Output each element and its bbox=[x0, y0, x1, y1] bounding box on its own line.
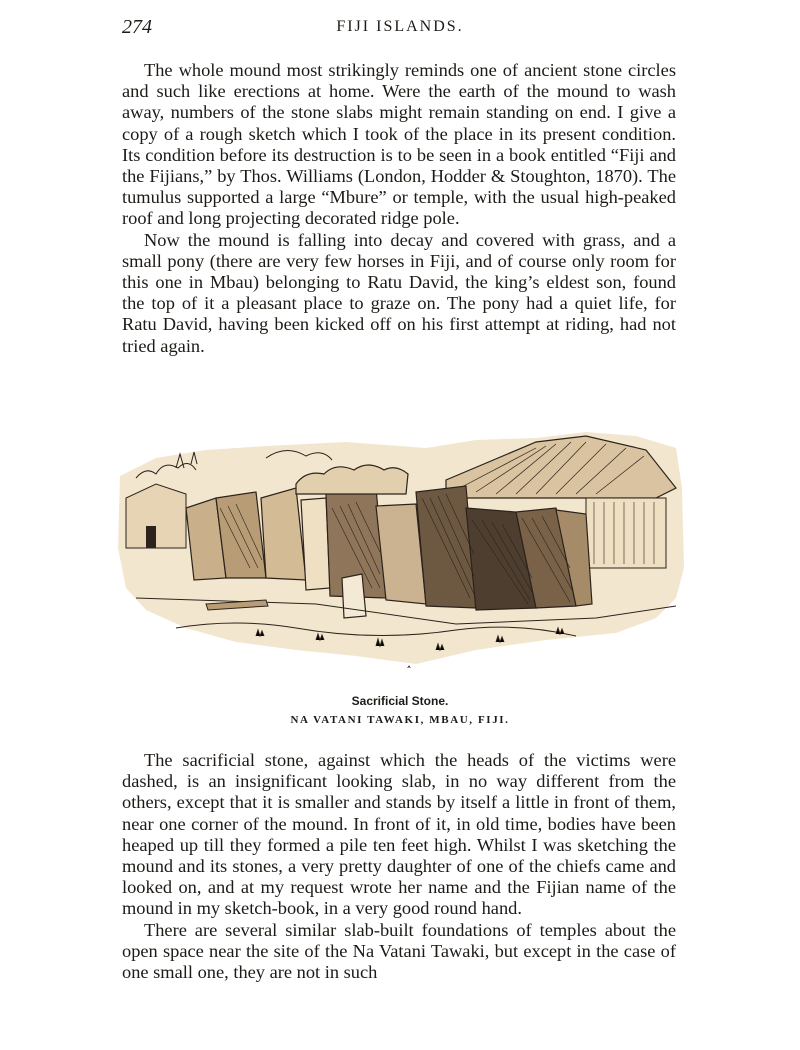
paragraph: There are several similar slab-built foundations of temples about the open space near the site of the Na Vatani Tawaki, but except in the case of one small one, they are not in such bbox=[122, 919, 676, 983]
page-number: 274 bbox=[122, 16, 152, 38]
figure-caption-title: Sacrificial Stone. bbox=[351, 694, 449, 708]
page-header bbox=[122, 16, 678, 44]
paragraph: The sacrificial stone, against which the heads of the victims were dashed, is an insignificant looking slab, in no way different from the others, except that it is smaller and stands by itself a little in front of them, near one corner of the mound. In front of it, in old time, bodies have been heaped up till they formed a pile ten feet high. Whilst I was sketching the mound and its stones, a very pretty daughter of one of the chiefs came and looked on, and at my request wrote her name and the Fijian name of the mound in my sketch-book, in a very good round hand. bbox=[122, 750, 676, 919]
text-block-bottom bbox=[122, 750, 676, 983]
sketch-drawing bbox=[116, 428, 686, 668]
artist-mark-icon bbox=[405, 666, 413, 668]
text-block-top bbox=[122, 60, 676, 357]
running-title: FIJI ISLANDS. bbox=[336, 18, 464, 35]
paragraph: The whole mound most strikingly reminds one of ancient stone circles and such like erections at home. Were the earth of the mound to wash away, numbers of the stone slabs might remain standing on end. I give a copy of a rough sketch which I took of the place in its present condition. Its condition before its destruction is to be seen in a book entitled “Fiji and the Fijians,” by Thos. Williams (London, Hodder & Stoughton, 1870). The tumulus supported a large “Mbure” or temple, with the usual high-peaked roof and long projecting decorated ridge pole. bbox=[122, 60, 676, 229]
sketch-hut-left bbox=[126, 484, 186, 548]
sacrificial-stone-sketch bbox=[116, 428, 686, 668]
paragraph: Now the mound is falling into decay and covered with grass, and a small pony (there are very few horses in Fiji, and of course only room for this one in Mbau) belonging to Ratu David, the king’s eldest son, found the top of it a pleasant place to graze on. The pony had a quiet life, for Ratu David, having been kicked off on his first attempt at riding, had not tried again. bbox=[122, 229, 676, 356]
figure-caption-subtitle: NA VATANI TAWAKI, MBAU, FIJI. bbox=[290, 714, 510, 726]
